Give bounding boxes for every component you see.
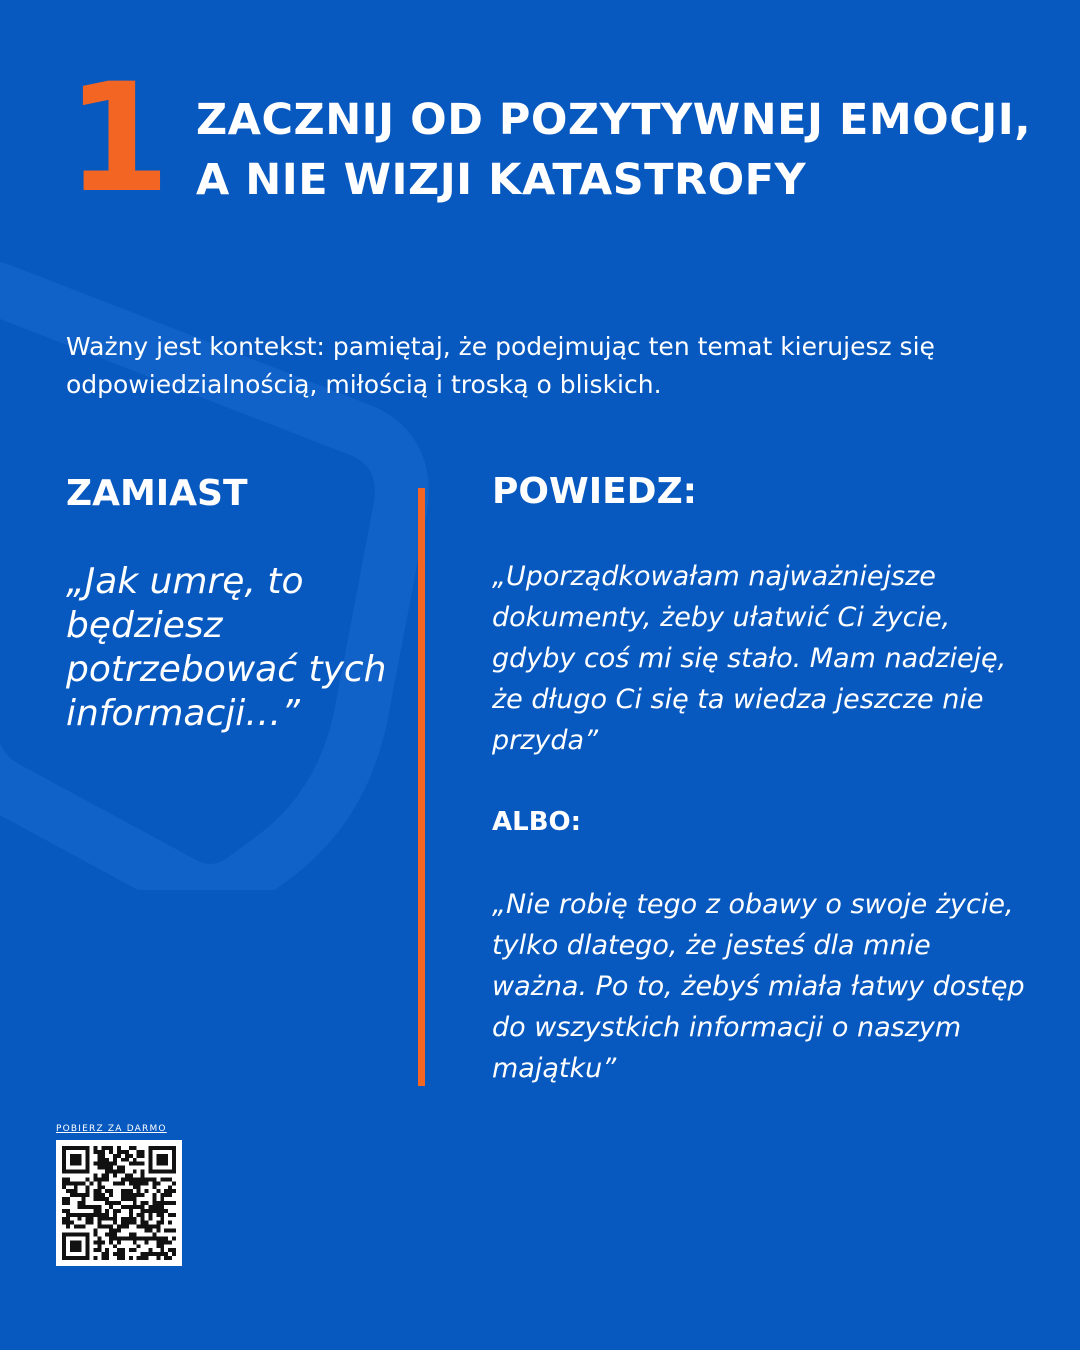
qr-code-icon[interactable]: [56, 1140, 182, 1266]
instead-quote: „Jak umrę, to będziesz potrzebować tych informacji…”: [66, 561, 387, 734]
intro-text: Ważny jest kontekst: pamiętaj, że podejmując ten temat kierujesz się odpowiedzialnością, miłością i troską o bliskich.: [66, 332, 935, 399]
headline-line-1: ZACZNIJ OD POZYTYWNEJ EMOCJI,: [196, 95, 1032, 145]
qr-code-graphic: [62, 1146, 176, 1260]
download-free-link[interactable]: POBIERZ ZA DARMO: [56, 1124, 167, 1134]
header: [62, 52, 1042, 226]
headline: [196, 90, 1036, 210]
say-column: [492, 556, 1032, 1089]
instead-label: ZAMIAST: [66, 473, 248, 514]
or-label: ALBO:: [492, 807, 582, 837]
qr-block[interactable]: [56, 1122, 182, 1266]
say-quote-2: „Nie robię tego z obawy o swoje życie, tylko dlatego, że jesteś dla mnie ważna. Po to, żebyś miała łatwy dostęp do wszystkich informacji o naszym majątku”: [492, 889, 1025, 1084]
step-number: 1: [66, 52, 167, 226]
say-quote-1: „Uporządkowałam najważniejsze dokumenty, żeby ułatwić Ci życie, gdyby coś mi się stało. Mam nadzieję, że długo Ci się ta wiedza jeszcze nie przyda”: [492, 561, 1007, 756]
headline-line-2: A NIE WIZJI KATASTROFY: [196, 155, 807, 205]
say-label: POWIEDZ:: [492, 471, 698, 512]
column-divider: [418, 488, 425, 1086]
